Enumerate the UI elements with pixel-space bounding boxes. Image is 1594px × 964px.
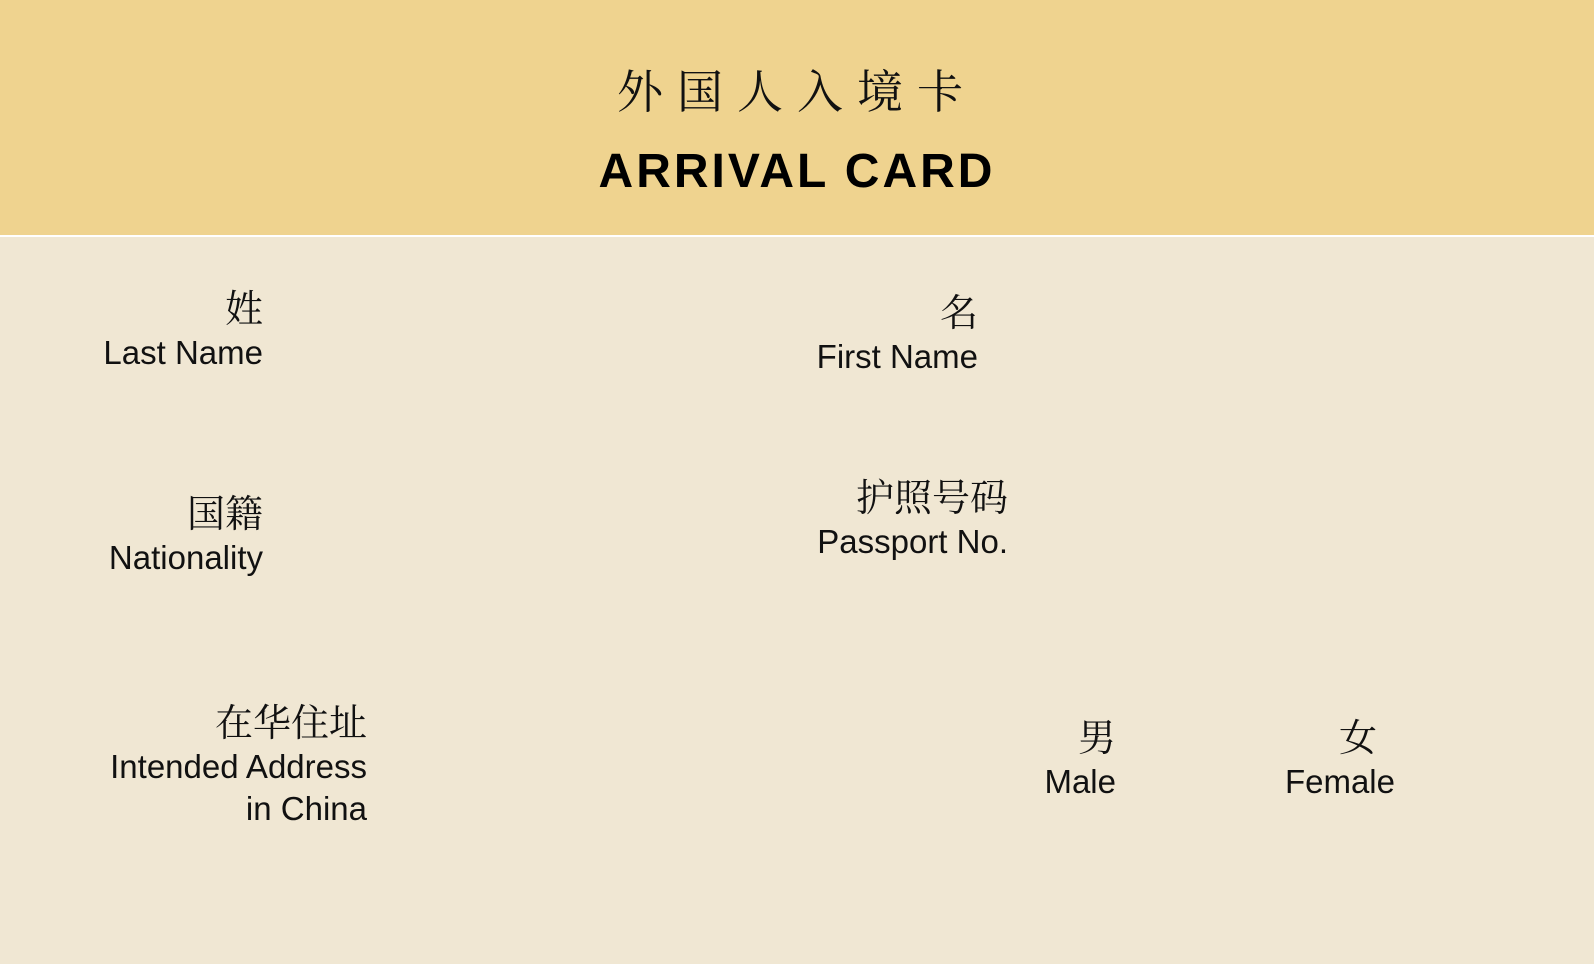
address-label-cn: 在华住址 — [214, 701, 367, 745]
male-label-cn: 男 — [1077, 716, 1116, 760]
female-label-cn: 女 — [1338, 716, 1377, 760]
last-name-label-cn: 姓 — [224, 287, 263, 331]
first-name-label — [760, 290, 978, 378]
passport-no-label — [760, 475, 1008, 563]
card-title-english: ARRIVAL CARD — [598, 145, 996, 198]
address-label — [40, 700, 367, 830]
first-name-label-cn: 名 — [939, 291, 978, 335]
male-option[interactable] — [1000, 715, 1116, 803]
nationality-label — [60, 491, 263, 579]
address-label-en-line2: in China — [245, 790, 367, 827]
last-name-label-en: Last Name — [103, 334, 263, 371]
passport-no-label-en: Passport No. — [817, 523, 1008, 560]
female-label-en: Female — [1284, 763, 1395, 800]
male-label-en: Male — [1044, 763, 1116, 800]
nationality-label-cn: 国籍 — [186, 492, 263, 536]
card-title-chinese: 外国人入境卡 — [617, 65, 977, 119]
address-label-en-line1: Intended Address — [110, 748, 367, 785]
passport-no-label-cn: 护照号码 — [855, 476, 1008, 520]
female-option[interactable] — [1240, 715, 1395, 803]
card-header — [0, 0, 1594, 237]
nationality-label-en: Nationality — [108, 539, 263, 576]
first-name-label-en: First Name — [816, 338, 978, 375]
last-name-label — [60, 286, 263, 374]
